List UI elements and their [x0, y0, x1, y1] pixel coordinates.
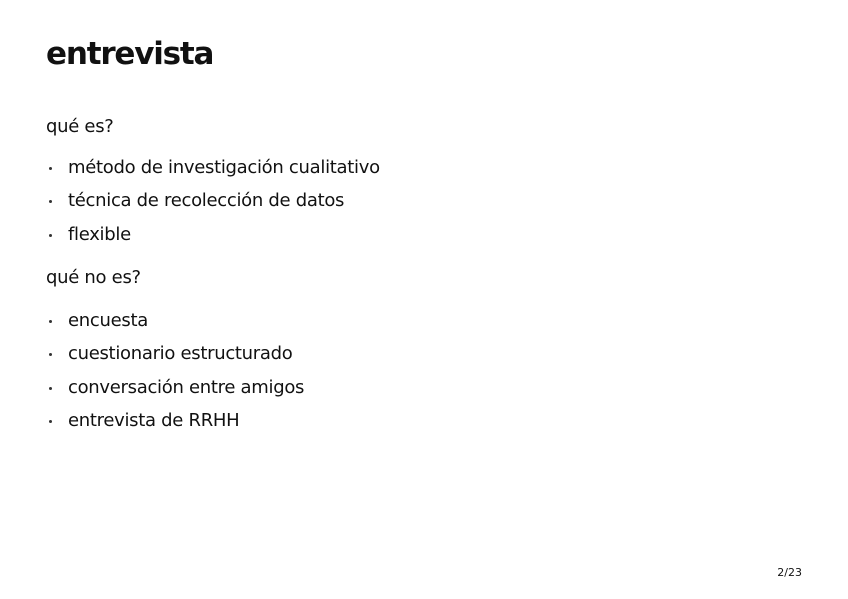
- list-item-text: método de investigación cualitativo: [68, 157, 380, 178]
- bullet-list-what-is: [46, 156, 380, 256]
- list-item: [46, 309, 304, 342]
- bullet-icon: [49, 353, 52, 356]
- list-item-text: conversación entre amigos: [68, 376, 305, 398]
- page-number: 2/23: [777, 566, 802, 579]
- bullet-icon: [49, 387, 52, 390]
- bullet-icon: [49, 420, 52, 423]
- list-item: [46, 223, 380, 256]
- list-item: [46, 189, 380, 222]
- list-item: [46, 342, 304, 375]
- bullet-icon: [49, 167, 52, 170]
- bullet-icon: [49, 234, 52, 237]
- list-item: [46, 156, 380, 189]
- bullet-icon: [49, 200, 52, 203]
- section-heading-what-is: qué es?: [46, 116, 114, 137]
- list-item-text: encuesta: [68, 310, 148, 331]
- bullet-icon: [49, 320, 52, 323]
- list-item: [46, 376, 304, 409]
- list-item-text: cuestionario estructurado: [68, 343, 293, 365]
- list-item-text: técnica de recolección de datos: [68, 190, 345, 212]
- section-heading-what-is-not: qué no es?: [46, 267, 141, 288]
- list-item-text: entrevista de RRHH: [68, 409, 240, 431]
- list-item-text: flexible: [68, 223, 131, 245]
- bullet-list-what-is-not: [46, 309, 304, 442]
- slide-title: entrevista: [46, 36, 214, 72]
- list-item: [46, 409, 304, 442]
